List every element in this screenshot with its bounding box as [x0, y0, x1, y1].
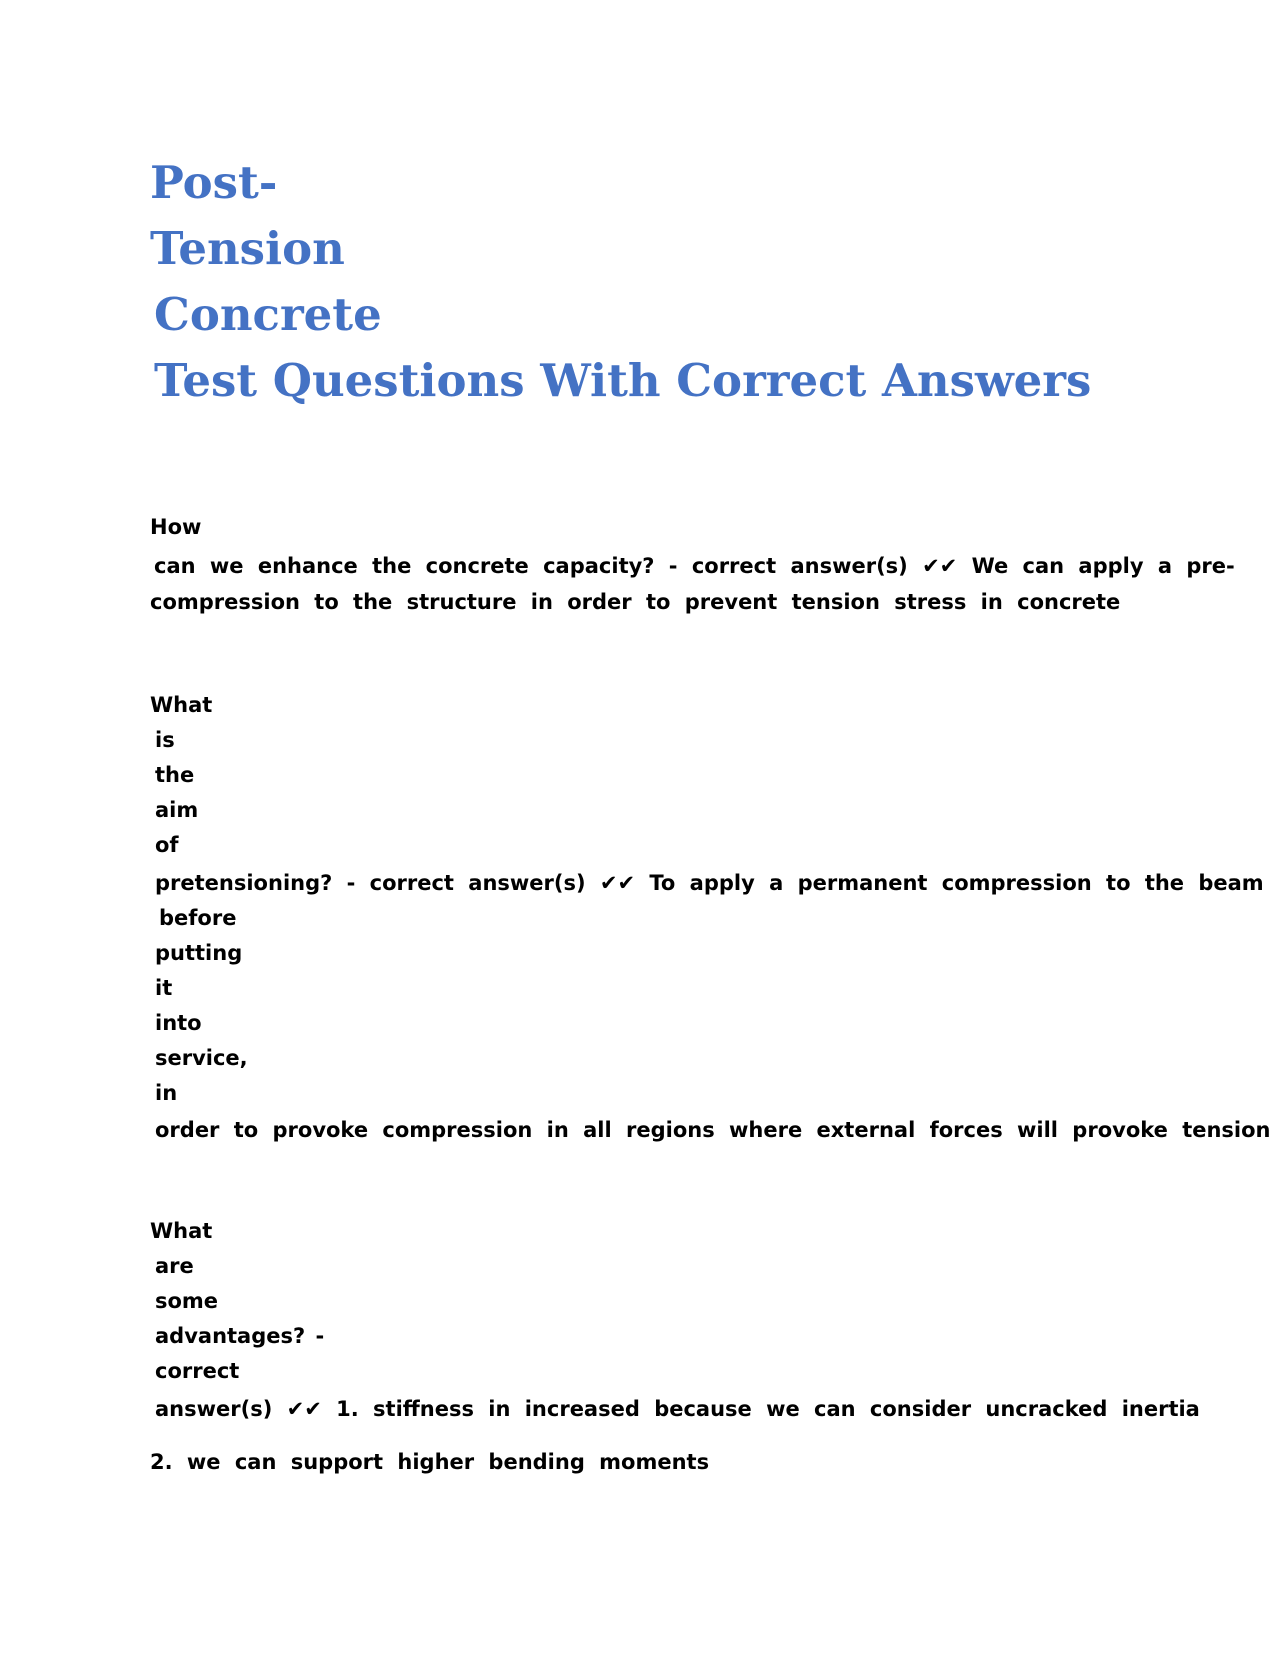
qa-line: service,: [155, 1046, 248, 1070]
qa-line: answer(s) ✔✔ 1. stiffness in increased because we can consider uncracked inertia: [155, 1397, 1200, 1421]
qa-line: aim: [155, 798, 199, 822]
qa-line: into: [155, 1011, 202, 1035]
qa-line: it: [155, 976, 173, 1000]
qa-line: order to provoke compression in all regions where external forces will provoke tension: [155, 1118, 1271, 1142]
qa-line: correct: [155, 1359, 240, 1383]
qa-line: advantages? -: [155, 1324, 325, 1348]
title-line: Post-: [150, 156, 278, 209]
qa-line: before: [159, 906, 237, 930]
qa-line: in: [155, 1081, 178, 1105]
qa-line: compression to the structure in order to prevent tension stress in concrete: [150, 590, 1121, 614]
title-line: Test Questions With Correct Answers: [154, 354, 1092, 407]
qa-line: are: [155, 1254, 194, 1278]
qa-line: the: [155, 763, 195, 787]
qa-line: is: [155, 728, 175, 752]
qa-line: What: [150, 1219, 213, 1243]
qa-line: putting: [155, 941, 243, 965]
qa-line: How: [150, 515, 202, 539]
title-line: Tension: [150, 222, 345, 275]
title-line: Concrete: [154, 288, 382, 341]
document-title: [150, 150, 1091, 414]
qa-line: some: [155, 1289, 219, 1313]
qa-line: What: [150, 693, 213, 717]
qa-line: of: [155, 833, 179, 857]
qa-line: pretensioning? - correct answer(s) ✔✔ To apply a permanent compression to the beam: [155, 871, 1264, 895]
qa-line: 2. we can support higher bending moments: [150, 1450, 710, 1474]
qa-line: can we enhance the concrete capacity? - correct answer(s) ✔✔ We can apply a pre-: [154, 554, 1235, 578]
